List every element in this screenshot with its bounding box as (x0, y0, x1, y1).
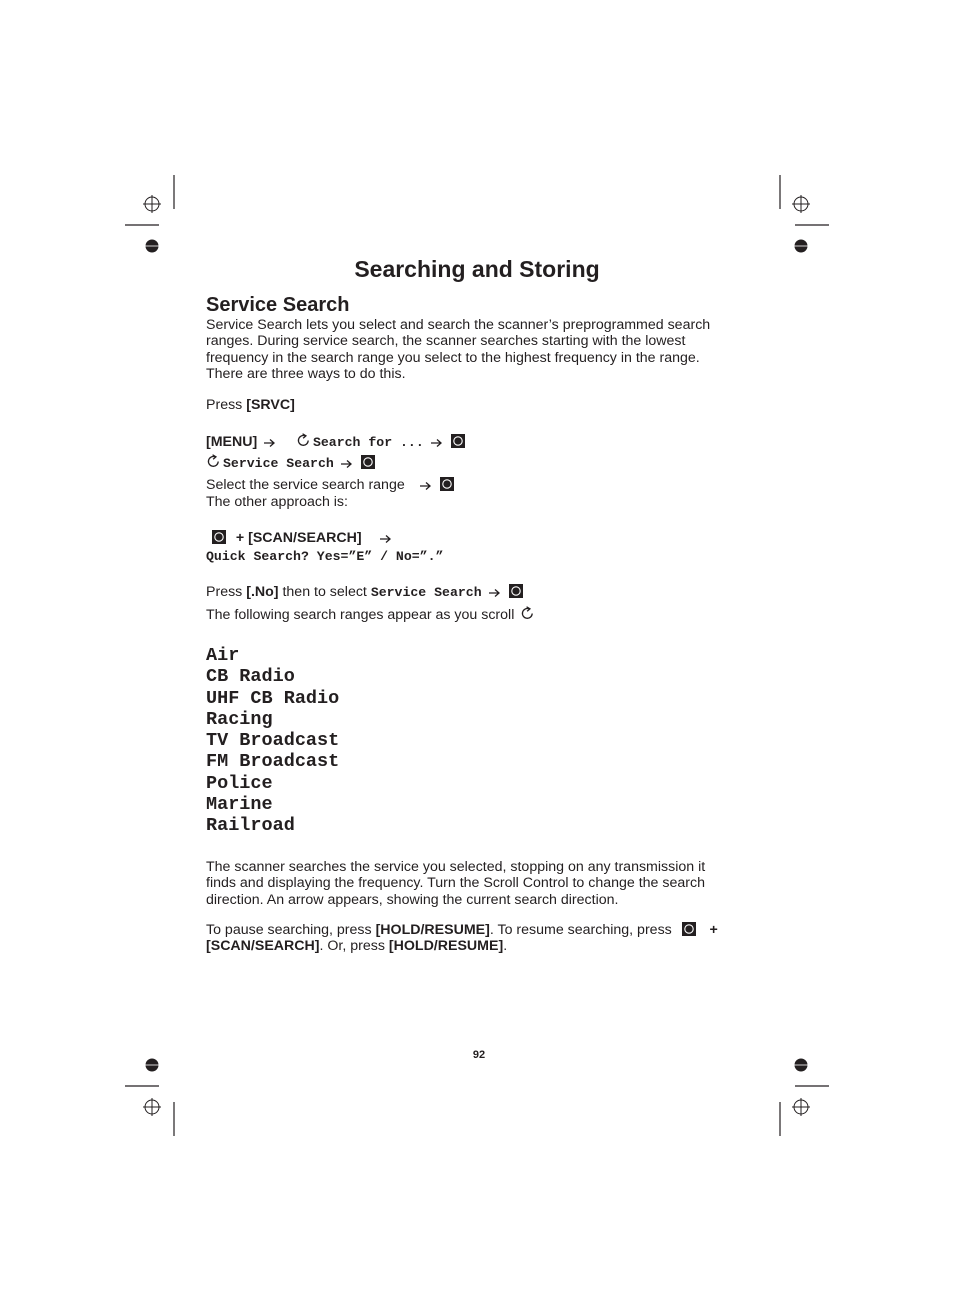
arrow-icon (430, 438, 443, 448)
then-select-text: then to select (278, 584, 371, 600)
intro-paragraph: Service Search lets you select and search the scanner’s preprogrammed search ranges. During service search, the scanner searches starting with the lowest frequency in the search range you select to the highest frequency in the range. There are three ways to do this. (206, 317, 711, 382)
list-item: Marine (206, 794, 273, 816)
function-key-icon (212, 530, 226, 544)
list-item: Racing (206, 708, 273, 730)
scan-search-key: [SCAN/SEARCH] (206, 938, 320, 954)
press-label: Press (206, 397, 247, 413)
select-range-text: Select the service search range (206, 477, 405, 493)
registration-dot-icon (794, 239, 808, 253)
function-key-icon (509, 584, 523, 598)
pause-instruction-line2 (206, 938, 507, 955)
step-menu-sequence (206, 433, 467, 451)
scan-search-key: + [SCAN/SEARCH] (235, 530, 362, 546)
pause-instruction-line1 (206, 922, 718, 939)
list-item: CB Radio (206, 666, 295, 688)
step-press-no (206, 584, 525, 601)
hold-resume-key: [HOLD/RESUME] (388, 938, 504, 954)
registration-mark-icon (775, 175, 829, 235)
scroll-instruction (206, 606, 537, 624)
list-item: TV Broadcast (206, 730, 340, 752)
arrow-icon (379, 534, 392, 544)
press-label: Press (206, 584, 247, 600)
scroll-control-icon (520, 606, 535, 621)
list-item: FM Broadcast (206, 751, 340, 773)
page-title: Searching and Storing (354, 256, 600, 282)
arrow-icon (263, 438, 276, 448)
hold-resume-key: [HOLD/RESUME] (375, 922, 490, 938)
list-item: Police (206, 772, 273, 794)
search-range-list (206, 645, 339, 837)
registration-mark-icon (775, 1076, 829, 1136)
step-scan-search (212, 530, 394, 547)
list-item: Air (206, 645, 240, 666)
function-key-icon (682, 922, 696, 936)
pause-text-c: . Or, press (319, 938, 389, 954)
step-select-range (206, 477, 456, 494)
step-press-srvc (206, 397, 295, 414)
pause-text-a: To pause searching, press (206, 922, 376, 938)
function-key-icon (451, 434, 465, 448)
registration-dot-icon (145, 239, 159, 253)
display-service-search: Service Search (370, 585, 482, 600)
arrow-icon (419, 481, 432, 491)
arrow-icon (340, 459, 353, 469)
step-service-search (206, 454, 377, 472)
pause-text-b: . To resume searching, press (489, 922, 672, 938)
quick-search-prompt (206, 548, 443, 565)
function-key-icon (361, 455, 375, 469)
no-key: [.No] (246, 584, 279, 600)
srvc-key: [SRVC] (246, 397, 295, 413)
display-search-for: Search for ... (312, 435, 424, 450)
list-item: Railroad (206, 815, 295, 837)
arrow-icon (488, 588, 501, 598)
registration-mark-icon (125, 1076, 179, 1136)
scroll-text: The following search ranges appear as you scroll (206, 607, 515, 623)
scroll-control-icon (206, 454, 221, 469)
function-key-icon (440, 477, 454, 491)
display-quick-search: Quick Search? Yes=”E” / No=”.” (206, 549, 444, 564)
list-item: UHF CB Radio (206, 687, 340, 709)
plus-sign: + (709, 922, 718, 938)
menu-key: [MENU] (206, 434, 258, 450)
section-heading: Service Search (206, 294, 350, 316)
other-approach-text: The other approach is: (206, 494, 348, 510)
scroll-control-icon (296, 433, 311, 448)
page-number: 92 (472, 1049, 486, 1061)
pause-text-d: . (503, 938, 508, 954)
display-service-search: Service Search (223, 456, 334, 471)
registration-mark-icon (125, 175, 179, 235)
scan-paragraph: The scanner searches the service you selected, stopping on any transmission it finds and displaying the frequency. Turn the Scroll Control to change the search direction. An arrow appears, showing the current search direction. (206, 859, 706, 908)
